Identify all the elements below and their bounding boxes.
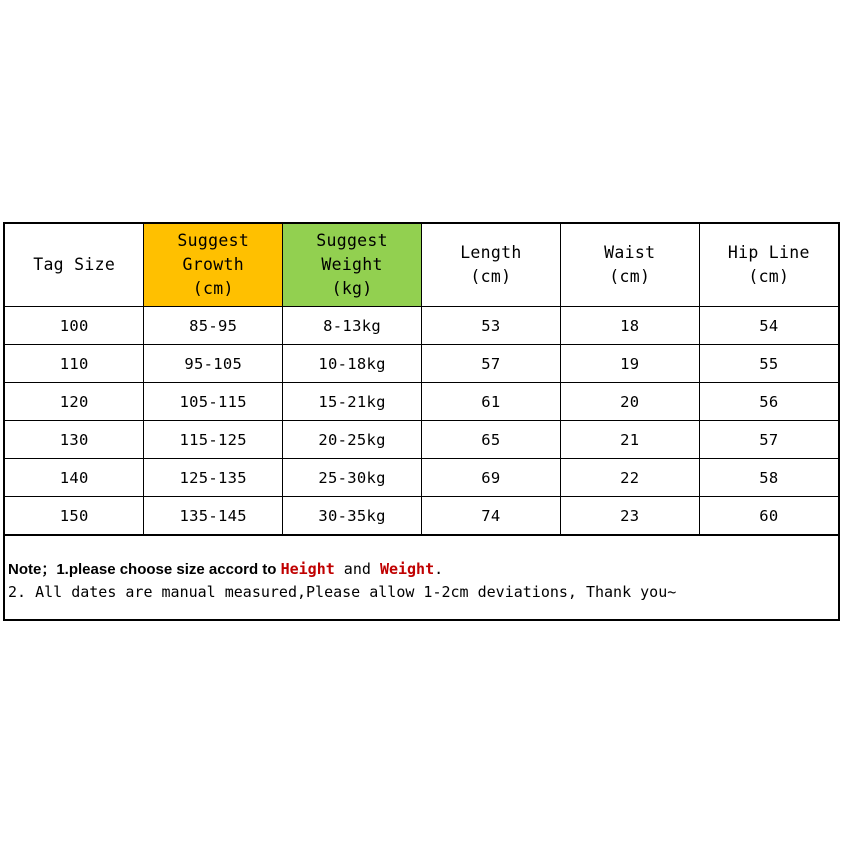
cell-hip-line: 56 — [699, 383, 838, 421]
cell-weight: 15-21kg — [283, 383, 422, 421]
table-row — [5, 345, 838, 383]
cell-growth: 125-135 — [144, 459, 283, 497]
cell-hip-line: 58 — [699, 459, 838, 497]
note-prefix: Note；1.please choose size accord to — [8, 561, 281, 578]
cell-waist: 20 — [560, 383, 699, 421]
cell-weight: 20-25kg — [283, 421, 422, 459]
size-table — [5, 224, 838, 535]
cell-weight: 8-13kg — [283, 307, 422, 345]
header-line: Waist — [604, 243, 656, 262]
header-suggest-weight — [283, 224, 422, 307]
cell-tag-size: 130 — [5, 421, 144, 459]
cell-hip-line: 57 — [699, 421, 838, 459]
header-line: Weight — [321, 255, 383, 274]
header-line: (cm) — [470, 267, 512, 286]
header-length — [421, 224, 560, 307]
cell-length: 65 — [421, 421, 560, 459]
cell-length: 53 — [421, 307, 560, 345]
note-highlight-height: Height — [280, 560, 335, 578]
cell-waist: 22 — [560, 459, 699, 497]
size-chart — [3, 222, 840, 621]
table-row — [5, 459, 838, 497]
header-suggest-growth — [144, 224, 283, 307]
cell-tag-size: 110 — [5, 345, 144, 383]
header-line: Suggest — [316, 231, 388, 250]
header-line: Length — [460, 243, 522, 262]
table-row — [5, 307, 838, 345]
cell-length: 69 — [421, 459, 560, 497]
cell-weight: 10-18kg — [283, 345, 422, 383]
cell-tag-size: 120 — [5, 383, 144, 421]
header-tag-size — [5, 224, 144, 307]
cell-hip-line: 54 — [699, 307, 838, 345]
header-line: (cm) — [748, 267, 790, 286]
cell-length: 57 — [421, 345, 560, 383]
note-highlight-weight: Weight — [379, 560, 435, 578]
size-note — [5, 535, 838, 622]
cell-length: 74 — [421, 497, 560, 535]
header-line: Suggest — [177, 231, 250, 250]
header-row — [5, 224, 838, 307]
header-line: Hip Line — [727, 243, 810, 262]
note-line-1 — [8, 558, 838, 581]
cell-length: 61 — [421, 383, 560, 421]
cell-waist: 18 — [560, 307, 699, 345]
header-line: Growth — [182, 255, 244, 274]
cell-growth: 95-105 — [144, 345, 283, 383]
note-suffix: . — [434, 560, 444, 578]
cell-growth: 85-95 — [144, 307, 283, 345]
note-joiner: and — [334, 560, 380, 578]
cell-waist: 21 — [560, 421, 699, 459]
cell-tag-size: 100 — [5, 307, 144, 345]
header-line: (cm) — [192, 279, 234, 298]
header-waist — [560, 224, 699, 307]
cell-tag-size: 140 — [5, 459, 144, 497]
cell-growth: 105-115 — [144, 383, 283, 421]
note-line-2: 2. All dates are manual measured,Please allow 1-2cm deviations, Thank you~ — [8, 583, 677, 601]
cell-waist: 23 — [560, 497, 699, 535]
table-row — [5, 497, 838, 535]
header-line: (kg) — [331, 279, 373, 298]
header-hip-line — [699, 224, 838, 307]
cell-tag-size: 150 — [5, 497, 144, 535]
table-row — [5, 421, 838, 459]
header-line: Tag Size — [33, 255, 116, 274]
cell-growth: 115-125 — [144, 421, 283, 459]
cell-growth: 135-145 — [144, 497, 283, 535]
table-row — [5, 383, 838, 421]
cell-hip-line: 55 — [699, 345, 838, 383]
cell-waist: 19 — [560, 345, 699, 383]
cell-weight: 25-30kg — [283, 459, 422, 497]
header-line: (cm) — [609, 267, 651, 286]
cell-hip-line: 60 — [699, 497, 838, 535]
cell-weight: 30-35kg — [283, 497, 422, 535]
